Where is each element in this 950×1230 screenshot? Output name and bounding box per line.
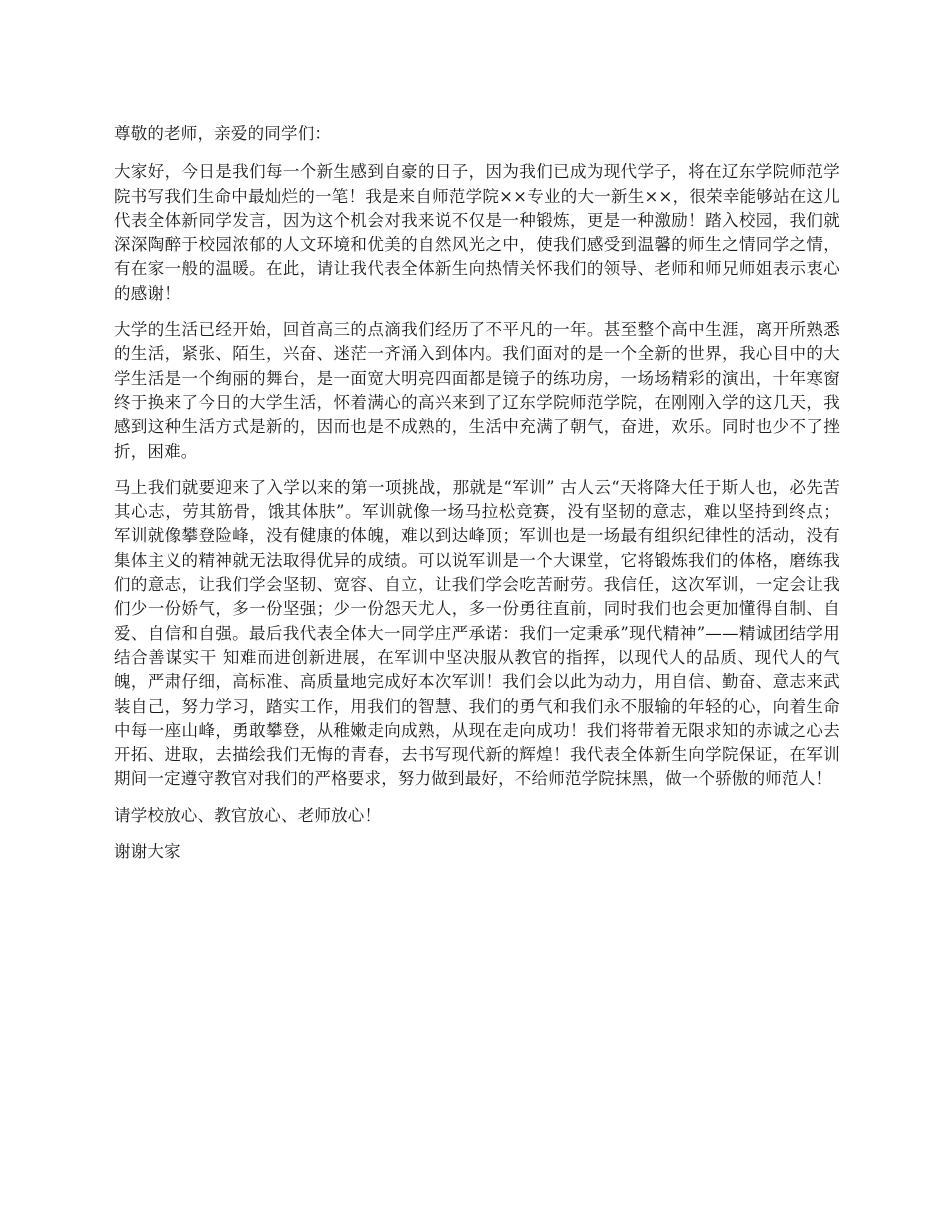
paragraph-welcome: 大家好，今日是我们每一个新生感到自豪的日子，因为我们已成为现代学子，将在辽东学院师范学院书写我们生命中最灿烂的一笔！我是来自师范学院××专业的大一新生××，很荣幸能够站在这儿代表全体新同学发言，因为这个机会对我来说不仅是一种锻炼，更是一种激励！踏入校园，我们就深深陶醉于校园浓郁的人文环境和优美的自然风光之中，使我们感受到温馨的师生之情同学之情，有在家一般的温暖。在此，请让我代表全体新生向热情关怀我们的领导、老师和师兄师姐表示衷心的感谢！ <box>114 162 840 303</box>
salutation: 尊敬的老师，亲爱的同学们： <box>114 124 332 143</box>
closing: 谢谢大家 <box>114 842 181 862</box>
paragraph-assurance: 请学校放心、教官放心、老师放心！ <box>114 805 382 825</box>
paragraph-college-life: 大学的生活已经开始，回首高三的点滴我们经历了不平凡的一年。甚至整个高中生涯，离开所熟悉的生活，紧张、陌生，兴奋、迷茫一齐涌入到体内。我们面对的是一个全新的世界，我心目中的大学生活是一个绚丽的舞台，是一面宽大明亮四面都是镜子的练功房，一场场精彩的演出，十年寒窗终于换来了今日的大学生活，怀着满心的高兴来到了辽东学院师范学院，在刚刚入学的这几天，我感到这种生活方式是新的，因而也是不成熟的，生活中充满了朝气，奋进，欢乐。同时也少不了挫折，困难。 <box>114 320 840 461</box>
paragraph-military-training: 马上我们就要迎来了入学以来的第一项挑战，那就是“军训” 古人云“天将降大任于斯人也，必先苦其心志，劳其筋骨，饿其体肤”。军训就像一场马拉松竞赛，没有坚韧的意志，难以坚持到终点；军训就像攀登险峰，没有健康的体魄，难以到达峰顶；军训也是一场最有组织纪律性的活动，没有集体主义的精神就无法取得优异的成绩。可以说军训是一个大课堂，它将锻炼我们的体格，磨练我们的意志，让我们学会坚韧、宽容、自立，让我们学会吃苦耐劳。我信任，这次军训，一定会让我们少一份娇气，多一份坚强；少一份怨天尤人，多一份勇往直前，同时我们也会更加懂得自制、自爱、自信和自强。最后我代表全体大一同学庄严承诺：我们一定秉承”现代精神”——精诚团结学用结合善谋实干 知难而进创新进展，在军训中坚决服从教官的指挥，以现代人的品质、现代人的气魄，严肃仔细，高标准、高质量地完成好本次军训！我们会以此为动力，用自信、勤奋、意志来武装自己，努力学习，踏实工作，用我们的智慧、我们的勇气和我们永不服输的年轻的心，向着生命中每一座山峰，勇敢攀登，从稚嫩走向成熟，从现在走向成功！我们将带着无限求知的赤诚之心去开拓、进取，去描绘我们无悔的青春，去书写现代新的辉煌！我代表全体新生向学院保证，在军训期间一定遵守教官对我们的严格要求，努力做到最好，不给师范学院抹黑，做一个骄傲的师范人！ <box>114 477 840 789</box>
document-page <box>114 122 840 876</box>
